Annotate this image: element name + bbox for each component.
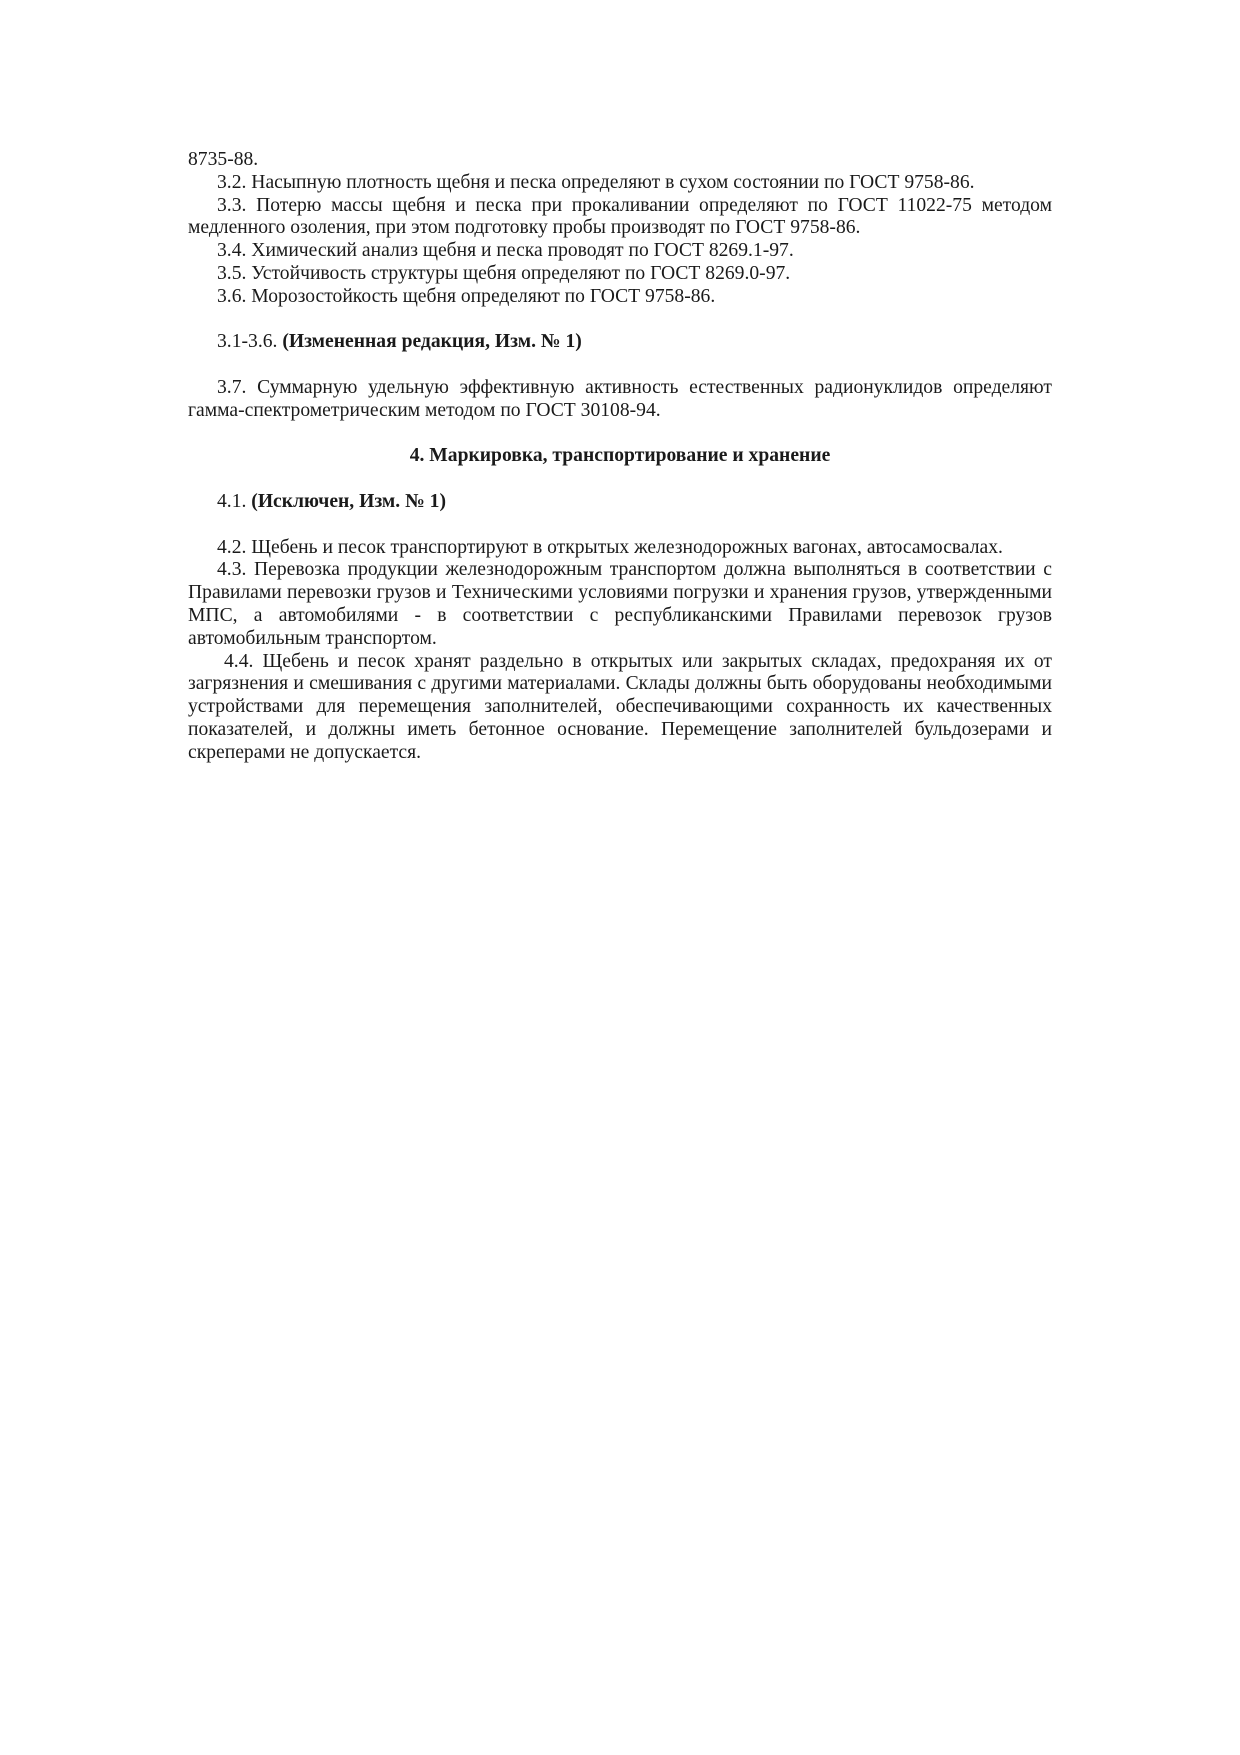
- paragraph-4-3: 4.3. Перевозка продукции железнодорожным транспортом должна выполняться в соответствии с Правилами перевозки грузов и Техническими условиями погрузки и хранения грузов, утвержденными МПС, а автомобилями - в соответствии с республиканскими Правилами перевозок грузов автомобильным транспортом.: [188, 559, 1052, 649]
- paragraph-3-2: 3.2. Насыпную плотность щебня и песка определяют в сухом состоянии по ГОСТ 9758-86.: [217, 171, 975, 193]
- spacer: [188, 423, 1052, 446]
- paragraph-3-4: 3.4. Химический анализ щебня и песка проводят по ГОСТ 8269.1-97.: [217, 240, 794, 262]
- paragraph-4-1: [188, 491, 1052, 514]
- paragraph-3-6: 3.6. Морозостойкость щебня определяют по ГОСТ 9758-86.: [217, 285, 716, 307]
- paragraph-4-4: 4.4. Щебень и песок хранят раздельно в открытых или закрытых складах, предохраняя их от загрязнения и смешивания с другими материалами. Склады должны быть оборудованы необходимыми устройствами для перемещения заполнителей, обеспечивающими сохранность их качественных показателей, и должны иметь бетонное основание. Перемещение заполнителей бульдозерами и скреперами не допускается.: [188, 650, 1052, 763]
- spacer: [188, 468, 1052, 491]
- paragraph-4-1-prefix: 4.1.: [217, 490, 252, 512]
- paragraph-3-3: 3.3. Потерю массы щебня и песка при прокаливании определяют по ГОСТ 11022-75 методом медленного озоления, при этом подготовку пробы производят по ГОСТ 9758-86.: [188, 194, 1052, 239]
- amendment-note-prefix: 3.1-3.6.: [217, 331, 283, 353]
- section-4-heading: 4. Маркировка, транспортирование и хранение: [409, 445, 831, 467]
- paragraph-3-5: 3.5. Устойчивость структуры щебня определяют по ГОСТ 8269.0-97.: [217, 262, 791, 284]
- spacer: [188, 309, 1052, 332]
- amendment-note-3: [188, 331, 1052, 354]
- spacer: [188, 354, 1052, 377]
- paragraph-4-1-text: (Исключен, Изм. № 1): [251, 490, 446, 512]
- amendment-note-text: (Измененная редакция, Изм. № 1): [282, 331, 582, 353]
- paragraph-lead: 8735-88.: [188, 149, 259, 170]
- spacer: [188, 514, 1052, 537]
- paragraph-3-7: 3.7. Суммарную удельную эффективную активность естественных радионуклидов определяют гамма-спектрометрическим методом по ГОСТ 30108-94.: [188, 376, 1052, 421]
- paragraph-4-2: 4.2. Щебень и песок транспортируют в открытых железнодорожных вагонах, автосамосвалах.: [217, 536, 1003, 558]
- document-body: [188, 149, 1052, 765]
